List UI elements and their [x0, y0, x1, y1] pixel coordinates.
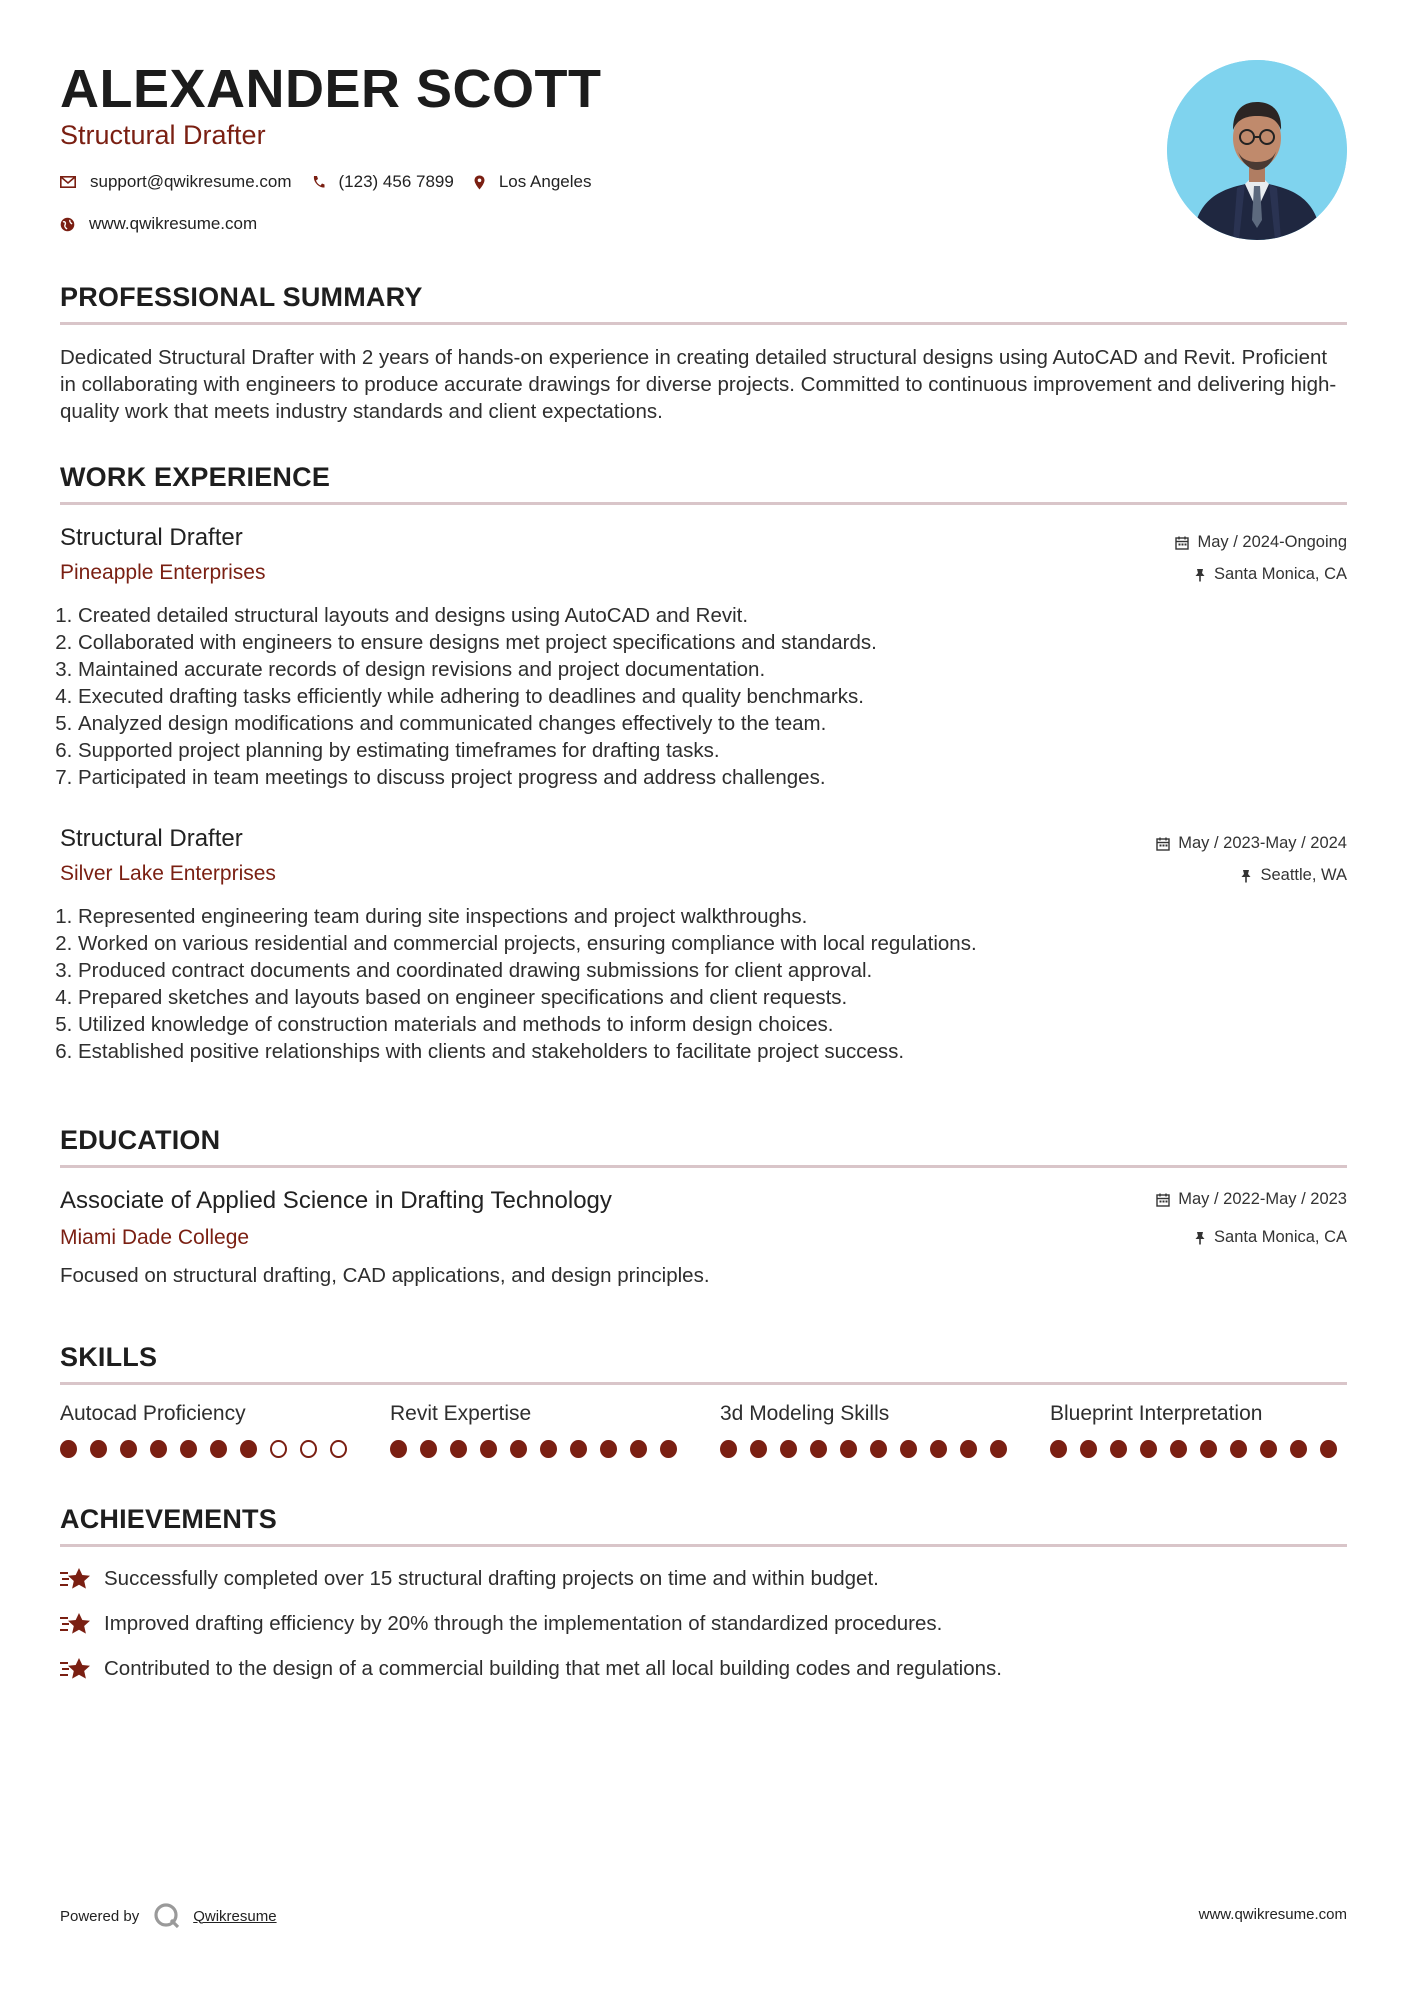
education-school: Miami Dade College — [60, 1226, 250, 1249]
phone-icon — [312, 175, 325, 189]
rating-dot-filled — [210, 1440, 227, 1458]
job-1-company: Pineapple Enterprises — [60, 561, 266, 584]
list-item: 7. Participated in team meetings to discuss project progress and address challenges. — [78, 764, 1347, 791]
list-item: 5. Analyzed design modifications and communicated changes effectively to the team. — [78, 710, 1347, 737]
email-text: support@qwikresume.com — [90, 172, 292, 191]
achievement-item — [60, 1566, 879, 1592]
skills-heading: SKILLS — [60, 1342, 158, 1372]
job-1-dates-text: May / 2024-Ongoing — [1197, 533, 1347, 551]
experience-divider — [60, 502, 1347, 505]
education-heading: EDUCATION — [60, 1125, 221, 1155]
job-2-company: Silver Lake Enterprises — [60, 862, 276, 885]
achievement-text: Improved drafting efficiency by 20% through the implementation of standardized procedures. — [104, 1612, 943, 1635]
job-1-location-text: Santa Monica, CA — [1214, 565, 1347, 583]
contact-website[interactable] — [60, 214, 257, 234]
skill-label: Revit Expertise — [390, 1402, 532, 1425]
skill-rating — [60, 1440, 360, 1458]
education-divider — [60, 1165, 1347, 1168]
list-item: 3. Produced contract documents and coordinated drawing submissions for client approval. — [78, 957, 1347, 984]
job-2-dates — [1156, 834, 1347, 853]
job-2-bullets — [60, 903, 1347, 1065]
job-1-location — [1194, 565, 1347, 584]
skill-rating — [390, 1440, 690, 1458]
contact-email[interactable] — [60, 172, 292, 192]
skill-revit — [390, 1402, 690, 1458]
list-item: 6. Established positive relationships with clients and stakeholders to facilitate project success. — [78, 1038, 1347, 1065]
star-award-icon — [60, 1566, 92, 1592]
location-text: Los Angeles — [498, 172, 592, 191]
rating-dot-filled — [1320, 1440, 1337, 1458]
list-item: 1. Created detailed structural layouts and designs using AutoCAD and Revit. — [78, 602, 1347, 629]
job-2-title: Structural Drafter — [60, 825, 243, 852]
summary-divider — [60, 322, 1347, 325]
contact-phone[interactable] — [312, 172, 454, 192]
rating-dot-filled — [1050, 1440, 1067, 1458]
rating-dot-filled — [1110, 1440, 1127, 1458]
pushpin-icon — [1240, 869, 1252, 883]
qwikresume-link[interactable]: Qwikresume — [193, 1907, 277, 1925]
rating-dot-filled — [450, 1440, 467, 1458]
rating-dot-filled — [1140, 1440, 1157, 1458]
rating-dot-filled — [960, 1440, 977, 1458]
list-item: 2. Worked on various residential and commercial projects, ensuring compliance with local regulations. — [78, 930, 1347, 957]
rating-dot-empty — [330, 1440, 347, 1458]
rating-dot-filled — [660, 1440, 677, 1458]
summary-text: Dedicated Structural Drafter with 2 years of hands-on experience in creating detailed structural designs using AutoCAD and Revit. Proficient in collaborating with engineers to produce accurate drawings for diverse projects. Committed to continuous improvement and delivering high-quality work that meets industry standards and client expectations. — [60, 346, 1337, 423]
list-item: 6. Supported project planning by estimating timeframes for drafting tasks. — [78, 737, 1347, 764]
skill-rating — [1050, 1440, 1350, 1458]
rating-dot-filled — [150, 1440, 167, 1458]
rating-dot-filled — [1290, 1440, 1307, 1458]
contact-row — [60, 172, 611, 192]
rating-dot-filled — [840, 1440, 857, 1458]
contact-row-2 — [60, 214, 277, 234]
list-item: 3. Maintained accurate records of design revisions and project documentation. — [78, 656, 1347, 683]
rating-dot-filled — [990, 1440, 1007, 1458]
qwikresume-logo-icon — [153, 1902, 181, 1930]
rating-dot-filled — [720, 1440, 737, 1458]
achievement-item — [60, 1611, 942, 1637]
rating-dot-filled — [1170, 1440, 1187, 1458]
education-dates-text: May / 2022-May / 2023 — [1178, 1190, 1347, 1208]
experience-heading: WORK EXPERIENCE — [60, 462, 331, 492]
rating-dot-filled — [1080, 1440, 1097, 1458]
job-1-dates — [1175, 533, 1347, 552]
skill-rating — [720, 1440, 1020, 1458]
star-award-icon — [60, 1611, 92, 1637]
map-pin-icon — [474, 175, 485, 190]
skills-divider — [60, 1382, 1347, 1385]
rating-dot-filled — [240, 1440, 257, 1458]
education-degree: Associate of Applied Science in Drafting Technology — [60, 1187, 612, 1214]
list-item: 5. Utilized knowledge of construction materials and methods to inform design choices. — [78, 1011, 1347, 1038]
calendar-icon — [1175, 536, 1189, 550]
rating-dot-filled — [1200, 1440, 1217, 1458]
job-2-dates-text: May / 2023-May / 2024 — [1178, 834, 1347, 852]
list-item: 4. Prepared sketches and layouts based on engineer specifications and client requests. — [78, 984, 1347, 1011]
rating-dot-filled — [510, 1440, 527, 1458]
rating-dot-filled — [1230, 1440, 1247, 1458]
footer-url[interactable]: www.qwikresume.com — [1198, 1906, 1347, 1923]
skill-3d-modeling — [720, 1402, 1020, 1458]
rating-dot-filled — [810, 1440, 827, 1458]
rating-dot-filled — [540, 1440, 557, 1458]
skill-label: Blueprint Interpretation — [1050, 1402, 1263, 1425]
globe-icon — [60, 217, 75, 232]
star-award-icon — [60, 1656, 92, 1682]
pushpin-icon — [1194, 1231, 1206, 1245]
rating-dot-filled — [120, 1440, 137, 1458]
skill-autocad — [60, 1402, 360, 1458]
rating-dot-filled — [480, 1440, 497, 1458]
rating-dot-filled — [600, 1440, 617, 1458]
calendar-icon — [1156, 1193, 1170, 1207]
pushpin-icon — [1194, 568, 1206, 582]
skill-blueprint — [1050, 1402, 1350, 1458]
candidate-title: Structural Drafter — [60, 120, 266, 150]
job-2-location-text: Seattle, WA — [1260, 866, 1347, 884]
job-1-title: Structural Drafter — [60, 524, 243, 551]
skill-label: 3d Modeling Skills — [720, 1402, 890, 1425]
list-item: 4. Executed drafting tasks efficiently while adhering to deadlines and quality benchmarks. — [78, 683, 1347, 710]
rating-dot-filled — [930, 1440, 947, 1458]
rating-dot-filled — [180, 1440, 197, 1458]
education-description: Focused on structural drafting, CAD applications, and design principles. — [60, 1264, 710, 1287]
education-location-text: Santa Monica, CA — [1214, 1228, 1347, 1246]
achievement-text: Successfully completed over 15 structural drafting projects on time and within budget. — [104, 1567, 879, 1590]
rating-dot-filled — [570, 1440, 587, 1458]
rating-dot-empty — [270, 1440, 287, 1458]
rating-dot-filled — [60, 1440, 77, 1458]
rating-dot-filled — [750, 1440, 767, 1458]
website-text: www.qwikresume.com — [89, 214, 258, 233]
job-2-location — [1240, 866, 1347, 885]
rating-dot-filled — [1260, 1440, 1277, 1458]
achievements-divider — [60, 1544, 1347, 1547]
footer-powered-by — [60, 1902, 277, 1930]
skill-label: Autocad Proficiency — [60, 1402, 246, 1425]
achievement-item — [60, 1656, 1002, 1682]
rating-dot-filled — [630, 1440, 647, 1458]
list-item: 1. Represented engineering team during site inspections and project walkthroughs. — [78, 903, 1347, 930]
phone-text: (123) 456 7899 — [338, 172, 454, 191]
list-item: 2. Collaborated with engineers to ensure designs met project specifications and standards. — [78, 629, 1347, 656]
summary-heading: PROFESSIONAL SUMMARY — [60, 282, 423, 312]
education-dates — [1156, 1190, 1347, 1209]
achievements-heading: ACHIEVEMENTS — [60, 1504, 277, 1534]
profile-photo — [1167, 60, 1347, 240]
envelope-icon — [60, 176, 76, 188]
powered-by-label: Powered by — [60, 1907, 140, 1925]
calendar-icon — [1156, 837, 1170, 851]
achievement-text: Contributed to the design of a commercial building that met all local building codes and regulations. — [104, 1657, 1002, 1680]
job-1-bullets — [60, 602, 1347, 791]
candidate-name: ALEXANDER SCOTT — [60, 59, 602, 119]
education-location — [1194, 1228, 1347, 1247]
profile-portrait — [1167, 60, 1347, 240]
rating-dot-filled — [90, 1440, 107, 1458]
rating-dot-filled — [870, 1440, 887, 1458]
rating-dot-filled — [420, 1440, 437, 1458]
rating-dot-filled — [900, 1440, 917, 1458]
rating-dot-filled — [390, 1440, 407, 1458]
contact-location — [474, 172, 592, 192]
rating-dot-empty — [300, 1440, 317, 1458]
rating-dot-filled — [780, 1440, 797, 1458]
